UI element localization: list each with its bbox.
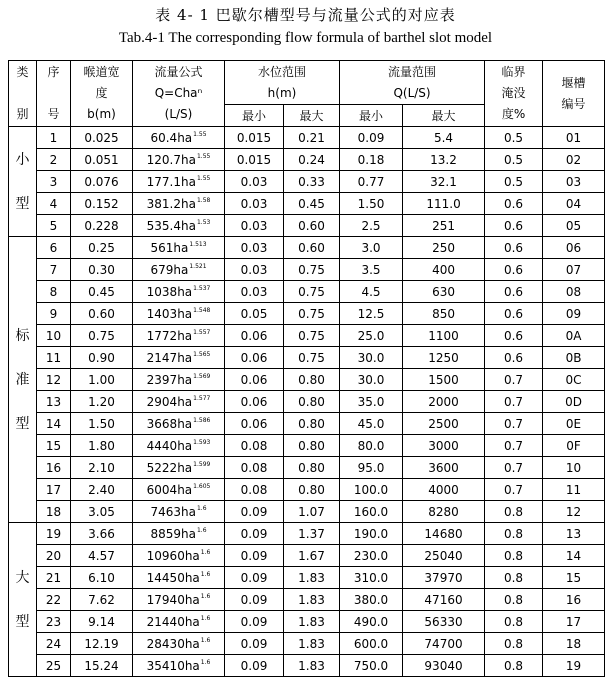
- cell-weir-code: 07: [543, 259, 605, 281]
- cell-level-min: 0.09: [225, 567, 284, 589]
- cell-flow-min: 35.0: [340, 391, 403, 413]
- cell-flow-formula: $7463ha^{1.6}$: [133, 501, 225, 523]
- table-row: [9, 193, 605, 215]
- cell-level-max: 1.83: [284, 589, 340, 611]
- cell-flow-max: 251: [403, 215, 485, 237]
- table-row: [9, 413, 605, 435]
- table-row: [9, 611, 605, 633]
- cell-critical: 0.7: [485, 479, 543, 501]
- group-label: 大 型: [9, 523, 37, 677]
- cell-flow-max: 2000: [403, 391, 485, 413]
- cell-level-min: 0.015: [225, 127, 284, 149]
- cell-throat-width: 4.57: [71, 545, 133, 567]
- cell-critical: 0.7: [485, 391, 543, 413]
- cell-flow-formula: $1038ha^{1.537}$: [133, 281, 225, 303]
- cell-throat-width: 0.90: [71, 347, 133, 369]
- cell-level-max: 0.80: [284, 435, 340, 457]
- cell-throat-width: 6.10: [71, 567, 133, 589]
- cell-throat-width: 0.30: [71, 259, 133, 281]
- cell-level-min: 0.03: [225, 281, 284, 303]
- cell-level-min: 0.09: [225, 545, 284, 567]
- cell-flow-formula: $4440ha^{1.593}$: [133, 435, 225, 457]
- cell-critical: 0.8: [485, 567, 543, 589]
- table-body: [9, 127, 605, 677]
- cell-flow-formula: $17940ha^{1.6}$: [133, 589, 225, 611]
- cell-throat-width: 3.05: [71, 501, 133, 523]
- cell-critical: 0.6: [485, 259, 543, 281]
- cell-flow-max: 5.4: [403, 127, 485, 149]
- cell-critical: 0.8: [485, 655, 543, 677]
- cell-level-max: 0.80: [284, 391, 340, 413]
- cell-flow-min: 190.0: [340, 523, 403, 545]
- cell-throat-width: 2.40: [71, 479, 133, 501]
- cell-level-min: 0.06: [225, 325, 284, 347]
- cell-weir-code: 01: [543, 127, 605, 149]
- cell-flow-formula: $8859ha^{1.6}$: [133, 523, 225, 545]
- cell-flow-max: 850: [403, 303, 485, 325]
- table-row: [9, 501, 605, 523]
- cell-seq: 19: [37, 523, 71, 545]
- cell-seq: 25: [37, 655, 71, 677]
- cell-flow-formula: $6004ha^{1.605}$: [133, 479, 225, 501]
- cell-flow-max: 630: [403, 281, 485, 303]
- cell-critical: 0.8: [485, 545, 543, 567]
- cell-seq: 8: [37, 281, 71, 303]
- cell-level-max: 1.83: [284, 567, 340, 589]
- cell-level-max: 0.75: [284, 325, 340, 347]
- cell-throat-width: 0.60: [71, 303, 133, 325]
- cell-level-max: 0.33: [284, 171, 340, 193]
- cell-seq: 16: [37, 457, 71, 479]
- cell-critical: 0.7: [485, 435, 543, 457]
- cell-level-max: 0.80: [284, 413, 340, 435]
- cell-flow-formula: $28430ha^{1.6}$: [133, 633, 225, 655]
- cell-critical: 0.6: [485, 215, 543, 237]
- cell-seq: 14: [37, 413, 71, 435]
- cell-throat-width: 2.10: [71, 457, 133, 479]
- header-flow-formula: 流量公式 Q=Chaⁿ (L/S): [133, 61, 225, 127]
- cell-critical: 0.6: [485, 281, 543, 303]
- cell-weir-code: 0A: [543, 325, 605, 347]
- cell-flow-formula: $1403ha^{1.548}$: [133, 303, 225, 325]
- cell-level-min: 0.06: [225, 391, 284, 413]
- cell-level-min: 0.03: [225, 193, 284, 215]
- cell-level-min: 0.08: [225, 435, 284, 457]
- cell-level-min: 0.015: [225, 149, 284, 171]
- cell-throat-width: 0.025: [71, 127, 133, 149]
- cell-critical: 0.7: [485, 457, 543, 479]
- cell-seq: 1: [37, 127, 71, 149]
- cell-weir-code: 13: [543, 523, 605, 545]
- cell-throat-width: 0.051: [71, 149, 133, 171]
- cell-flow-max: 37970: [403, 567, 485, 589]
- cell-throat-width: 7.62: [71, 589, 133, 611]
- table-row: [9, 259, 605, 281]
- cell-flow-min: 45.0: [340, 413, 403, 435]
- cell-flow-max: 93040: [403, 655, 485, 677]
- cell-seq: 10: [37, 325, 71, 347]
- table-row: [9, 215, 605, 237]
- cell-throat-width: 0.228: [71, 215, 133, 237]
- cell-throat-width: 0.076: [71, 171, 133, 193]
- cell-flow-min: 30.0: [340, 369, 403, 391]
- cell-level-min: 0.03: [225, 259, 284, 281]
- cell-weir-code: 06: [543, 237, 605, 259]
- cell-flow-formula: $1772ha^{1.557}$: [133, 325, 225, 347]
- cell-flow-formula: $535.4ha^{1.53}$: [133, 215, 225, 237]
- cell-critical: 0.5: [485, 149, 543, 171]
- cell-level-min: 0.09: [225, 611, 284, 633]
- cell-flow-min: 310.0: [340, 567, 403, 589]
- table-row: [9, 545, 605, 567]
- table-row: [9, 391, 605, 413]
- cell-seq: 23: [37, 611, 71, 633]
- cell-level-max: 0.45: [284, 193, 340, 215]
- cell-level-max: 1.07: [284, 501, 340, 523]
- cell-flow-min: 2.5: [340, 215, 403, 237]
- table-row: [9, 523, 605, 545]
- cell-flow-min: 0.18: [340, 149, 403, 171]
- cell-weir-code: 09: [543, 303, 605, 325]
- cell-critical: 0.6: [485, 237, 543, 259]
- cell-critical: 0.8: [485, 523, 543, 545]
- cell-flow-max: 25040: [403, 545, 485, 567]
- cell-critical: 0.6: [485, 193, 543, 215]
- cell-level-max: 1.67: [284, 545, 340, 567]
- cell-weir-code: 16: [543, 589, 605, 611]
- cell-flow-min: 30.0: [340, 347, 403, 369]
- cell-flow-max: 74700: [403, 633, 485, 655]
- cell-weir-code: 18: [543, 633, 605, 655]
- table-row: [9, 149, 605, 171]
- cell-throat-width: 0.75: [71, 325, 133, 347]
- cell-critical: 0.7: [485, 369, 543, 391]
- cell-throat-width: 0.152: [71, 193, 133, 215]
- cell-flow-formula: $2397ha^{1.569}$: [133, 369, 225, 391]
- table-header: [9, 61, 605, 127]
- cell-flow-min: 750.0: [340, 655, 403, 677]
- cell-level-max: 0.75: [284, 303, 340, 325]
- cell-seq: 17: [37, 479, 71, 501]
- cell-critical: 0.5: [485, 171, 543, 193]
- cell-weir-code: 12: [543, 501, 605, 523]
- table-row: [9, 457, 605, 479]
- group-label: 小 型: [9, 127, 37, 237]
- cell-flow-min: 490.0: [340, 611, 403, 633]
- cell-level-min: 0.05: [225, 303, 284, 325]
- table-row: [9, 589, 605, 611]
- cell-flow-min: 3.0: [340, 237, 403, 259]
- cell-flow-formula: $2904ha^{1.577}$: [133, 391, 225, 413]
- cell-flow-max: 1100: [403, 325, 485, 347]
- cell-flow-min: 0.77: [340, 171, 403, 193]
- cell-flow-max: 1250: [403, 347, 485, 369]
- cell-seq: 21: [37, 567, 71, 589]
- cell-weir-code: 10: [543, 457, 605, 479]
- cell-flow-min: 600.0: [340, 633, 403, 655]
- cell-seq: 12: [37, 369, 71, 391]
- group-label: 标 准 型: [9, 237, 37, 523]
- table-row: [9, 347, 605, 369]
- cell-throat-width: 1.80: [71, 435, 133, 457]
- cell-throat-width: 15.24: [71, 655, 133, 677]
- cell-flow-min: 25.0: [340, 325, 403, 347]
- cell-flow-max: 3600: [403, 457, 485, 479]
- table-row: [9, 435, 605, 457]
- cell-level-min: 0.03: [225, 171, 284, 193]
- cell-level-max: 0.21: [284, 127, 340, 149]
- table-row: [9, 369, 605, 391]
- table-row: [9, 655, 605, 677]
- cell-critical: 0.5: [485, 127, 543, 149]
- cell-weir-code: 19: [543, 655, 605, 677]
- header-seq: 序 号: [37, 61, 71, 127]
- header-throat-width: 喉道宽 度 b(m): [71, 61, 133, 127]
- cell-throat-width: 1.20: [71, 391, 133, 413]
- table-title-cn: 表 4- 1 巴歇尔槽型号与流量公式的对应表: [155, 6, 456, 24]
- table-row: [9, 479, 605, 501]
- cell-flow-max: 13.2: [403, 149, 485, 171]
- cell-seq: 11: [37, 347, 71, 369]
- table-row: [9, 567, 605, 589]
- cell-level-max: 1.83: [284, 611, 340, 633]
- cell-flow-max: 2500: [403, 413, 485, 435]
- cell-flow-min: 95.0: [340, 457, 403, 479]
- cell-weir-code: 0C: [543, 369, 605, 391]
- cell-level-max: 0.80: [284, 457, 340, 479]
- cell-flow-max: 56330: [403, 611, 485, 633]
- header-level-min: 最小: [225, 105, 284, 127]
- cell-flow-max: 47160: [403, 589, 485, 611]
- cell-level-max: 1.83: [284, 633, 340, 655]
- cell-flow-formula: $35410ha^{1.6}$: [133, 655, 225, 677]
- cell-flow-formula: $679ha^{1.521}$: [133, 259, 225, 281]
- cell-critical: 0.6: [485, 347, 543, 369]
- cell-seq: 13: [37, 391, 71, 413]
- cell-level-min: 0.06: [225, 369, 284, 391]
- cell-flow-formula: $21440ha^{1.6}$: [133, 611, 225, 633]
- cell-seq: 18: [37, 501, 71, 523]
- header-critical-submergence: 临界 淹没 度%: [485, 61, 543, 127]
- cell-critical: 0.6: [485, 303, 543, 325]
- cell-flow-min: 1.50: [340, 193, 403, 215]
- cell-weir-code: 0D: [543, 391, 605, 413]
- cell-flow-formula: $2147ha^{1.565}$: [133, 347, 225, 369]
- cell-flow-max: 400: [403, 259, 485, 281]
- cell-flow-min: 230.0: [340, 545, 403, 567]
- cell-flow-min: 3.5: [340, 259, 403, 281]
- cell-flow-min: 160.0: [340, 501, 403, 523]
- cell-level-max: 0.75: [284, 259, 340, 281]
- cell-flow-formula: $5222ha^{1.599}$: [133, 457, 225, 479]
- cell-level-max: 1.83: [284, 655, 340, 677]
- cell-flow-max: 4000: [403, 479, 485, 501]
- cell-seq: 9: [37, 303, 71, 325]
- cell-level-max: 0.80: [284, 369, 340, 391]
- table-row: [9, 237, 605, 259]
- cell-level-max: 0.75: [284, 281, 340, 303]
- cell-level-max: 1.37: [284, 523, 340, 545]
- cell-weir-code: 11: [543, 479, 605, 501]
- cell-throat-width: 0.25: [71, 237, 133, 259]
- cell-weir-code: 05: [543, 215, 605, 237]
- cell-seq: 5: [37, 215, 71, 237]
- cell-seq: 15: [37, 435, 71, 457]
- cell-weir-code: 03: [543, 171, 605, 193]
- cell-flow-min: 80.0: [340, 435, 403, 457]
- cell-throat-width: 9.14: [71, 611, 133, 633]
- header-level-max: 最大: [284, 105, 340, 127]
- cell-throat-width: 1.50: [71, 413, 133, 435]
- cell-seq: 22: [37, 589, 71, 611]
- cell-flow-min: 12.5: [340, 303, 403, 325]
- cell-weir-code: 08: [543, 281, 605, 303]
- cell-critical: 0.8: [485, 501, 543, 523]
- cell-flow-max: 3000: [403, 435, 485, 457]
- cell-level-min: 0.08: [225, 457, 284, 479]
- header-weir-code: 堰槽 编号: [543, 61, 605, 127]
- cell-flow-formula: $120.7ha^{1.55}$: [133, 149, 225, 171]
- cell-level-min: 0.09: [225, 655, 284, 677]
- cell-level-max: 0.60: [284, 237, 340, 259]
- header-level-range: 水位范围 h(m): [225, 61, 340, 105]
- cell-level-max: 0.60: [284, 215, 340, 237]
- cell-flow-min: 100.0: [340, 479, 403, 501]
- cell-throat-width: 3.66: [71, 523, 133, 545]
- cell-flow-max: 14680: [403, 523, 485, 545]
- cell-level-min: 0.06: [225, 413, 284, 435]
- cell-level-min: 0.09: [225, 589, 284, 611]
- cell-flow-min: 380.0: [340, 589, 403, 611]
- cell-flow-formula: $381.2ha^{1.58}$: [133, 193, 225, 215]
- cell-weir-code: 02: [543, 149, 605, 171]
- cell-level-min: 0.09: [225, 523, 284, 545]
- cell-flow-formula: $10960ha^{1.6}$: [133, 545, 225, 567]
- table-row: [9, 325, 605, 347]
- cell-level-min: 0.08: [225, 479, 284, 501]
- cell-weir-code: 0B: [543, 347, 605, 369]
- header-flow-range: 流量范围 Q(L/S): [340, 61, 485, 105]
- cell-throat-width: 1.00: [71, 369, 133, 391]
- cell-level-min: 0.03: [225, 237, 284, 259]
- cell-flow-formula: $177.1ha^{1.55}$: [133, 171, 225, 193]
- cell-seq: 4: [37, 193, 71, 215]
- cell-seq: 2: [37, 149, 71, 171]
- table-row: [9, 127, 605, 149]
- cell-seq: 7: [37, 259, 71, 281]
- flow-formula-table: [8, 60, 605, 677]
- cell-flow-max: 1500: [403, 369, 485, 391]
- cell-weir-code: 04: [543, 193, 605, 215]
- cell-level-min: 0.09: [225, 633, 284, 655]
- cell-level-min: 0.06: [225, 347, 284, 369]
- cell-critical: 0.6: [485, 325, 543, 347]
- cell-level-min: 0.09: [225, 501, 284, 523]
- cell-flow-formula: $14450ha^{1.6}$: [133, 567, 225, 589]
- cell-critical: 0.8: [485, 589, 543, 611]
- cell-throat-width: 12.19: [71, 633, 133, 655]
- cell-level-max: 0.75: [284, 347, 340, 369]
- cell-level-max: 0.24: [284, 149, 340, 171]
- cell-weir-code: 0E: [543, 413, 605, 435]
- cell-critical: 0.8: [485, 611, 543, 633]
- table-row: [9, 281, 605, 303]
- cell-seq: 24: [37, 633, 71, 655]
- cell-weir-code: 17: [543, 611, 605, 633]
- cell-critical: 0.7: [485, 413, 543, 435]
- cell-seq: 20: [37, 545, 71, 567]
- cell-flow-min: 0.09: [340, 127, 403, 149]
- table-title-en: Tab.4-1 The corresponding flow formula of barthel slot model: [118, 30, 493, 46]
- cell-flow-max: 8280: [403, 501, 485, 523]
- cell-flow-formula: $60.4ha^{1.55}$: [133, 127, 225, 149]
- cell-flow-max: 111.0: [403, 193, 485, 215]
- cell-weir-code: 0F: [543, 435, 605, 457]
- cell-throat-width: 0.45: [71, 281, 133, 303]
- cell-flow-min: 4.5: [340, 281, 403, 303]
- table-row: [9, 303, 605, 325]
- cell-flow-formula: $3668ha^{1.586}$: [133, 413, 225, 435]
- cell-critical: 0.8: [485, 633, 543, 655]
- cell-flow-formula: $561ha^{1.513}$: [133, 237, 225, 259]
- cell-weir-code: 15: [543, 567, 605, 589]
- cell-flow-max: 32.1: [403, 171, 485, 193]
- cell-weir-code: 14: [543, 545, 605, 567]
- header-flow-max: 最大: [403, 105, 485, 127]
- table-row: [9, 633, 605, 655]
- table-row: [9, 171, 605, 193]
- header-flow-min: 最小: [340, 105, 403, 127]
- cell-level-min: 0.03: [225, 215, 284, 237]
- header-type: 类 别: [9, 61, 37, 127]
- cell-level-max: 0.80: [284, 479, 340, 501]
- cell-seq: 6: [37, 237, 71, 259]
- cell-flow-max: 250: [403, 237, 485, 259]
- cell-seq: 3: [37, 171, 71, 193]
